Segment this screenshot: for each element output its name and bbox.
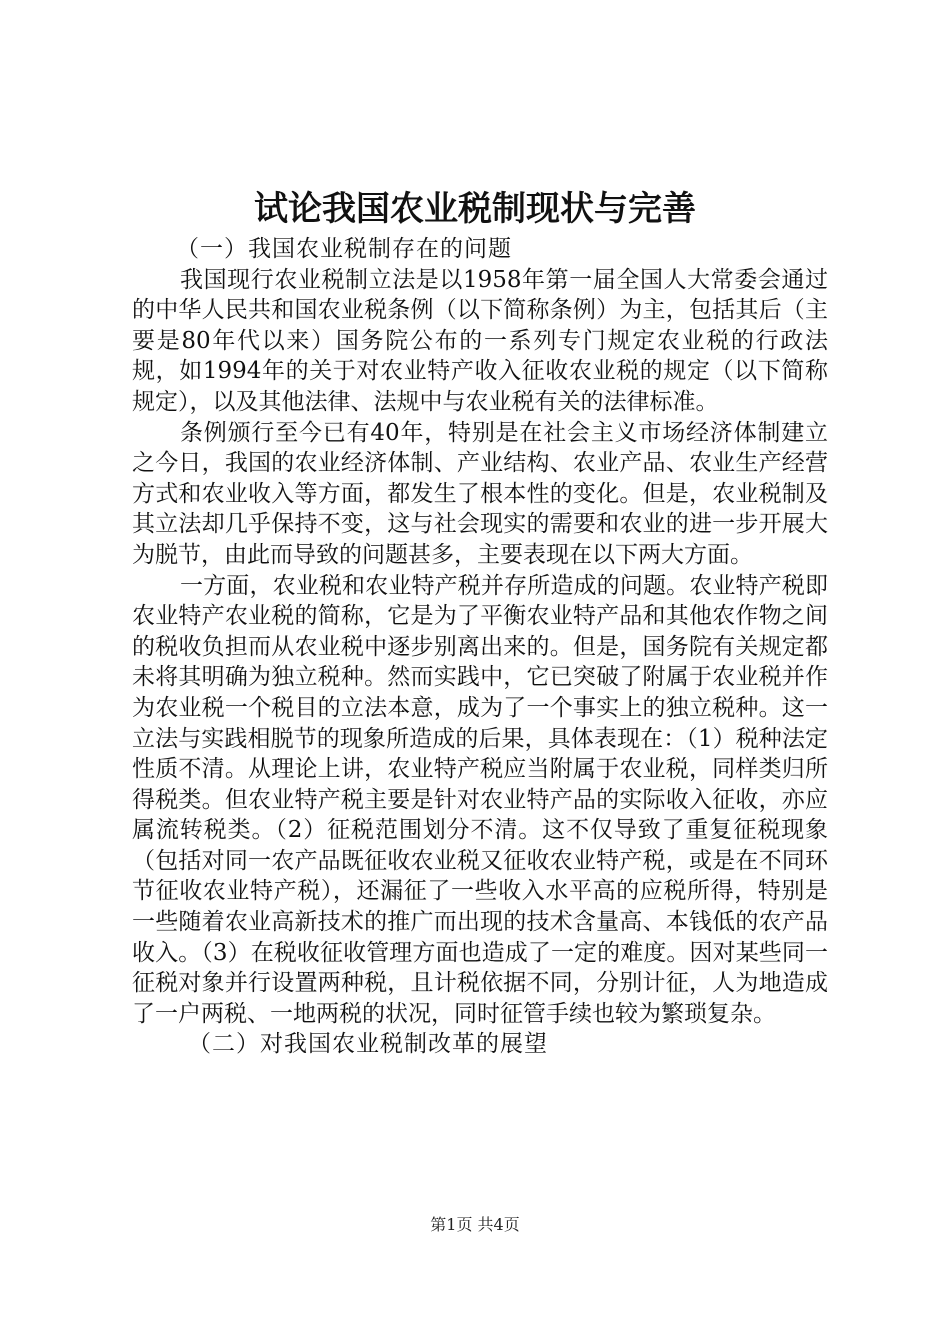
paragraph-2: 条例颁行至今已有40年，特别是在社会主义市场经济体制建立之今日，我国的农业经济体制、产业结构、农业产品、农业生产经营方式和农业收入等方面，都发生了根本性的变化。但是，农业税制及其立法却几乎保持不变，这与社会现实的需要和农业的进一步开展大为脱节，由此而导致的问题甚多，主要表现在以下两大方面。 [132,419,828,568]
document-body [132,234,828,1060]
page-footer: 第1页 共4页 [430,1215,520,1234]
paragraph-3: 一方面，农业税和农业特产税并存所造成的问题。农业特产税即农业特产农业税的简称，它是为了平衡农业特产品和其他农作物之间的税收负担而从农业税中逐步别离出来的。但是，国务院有关规定都未将其明确为独立税种。然而实践中，它已突破了附属于农业税并作为农业税一个税目的立法本意，成为了一个事实上的独立税种。这一立法与实践相脱节的现象所造成的后果，具体表现在：（1）税种法定性质不清。从理论上讲，农业特产税应当附属于农业税，同样类归所得税类。但农业特产税主要是针对农业特产品的实际收入征收，亦应属流转税类。（2）征税范围划分不清。这不仅导致了重复征税现象（包括对同一农产品既征收农业税又征收农业特产税，或是在不同环节征收农业特产税），还漏征了一些收入水平高的应税所得，特别是一些随着农业高新技术的推广而出现的技术含量高、本钱低的农产品收入。（3）在税收征收管理方面也造成了一定的难度。因对某些同一征税对象并行设置两种税，且计税依据不同，分别计征，人为地造成了一户两税、一地两税的状况，同时征管手续也较为繁琐复杂。 [132,572,828,1027]
section-heading-2: （二）对我国农业税制改革的展望 [188,1031,548,1058]
document-title: 试论我国农业税制现状与完善 [254,189,696,229]
section-heading-1: （一）我国农业税制存在的问题 [176,236,512,262]
paragraph-1: 我国现行农业税制立法是以1958年第一届全国人大常委会通过的中华人民共和国农业税条例（以下简称条例）为主，包括其后（主要是80年代以来）国务院公布的一系列专门规定农业税的行政法规，如1994年的关于对农业特产收入征收农业税的规定（以下简称规定），以及其他法律、法规中与农业税有关的法律标准。 [132,266,828,415]
